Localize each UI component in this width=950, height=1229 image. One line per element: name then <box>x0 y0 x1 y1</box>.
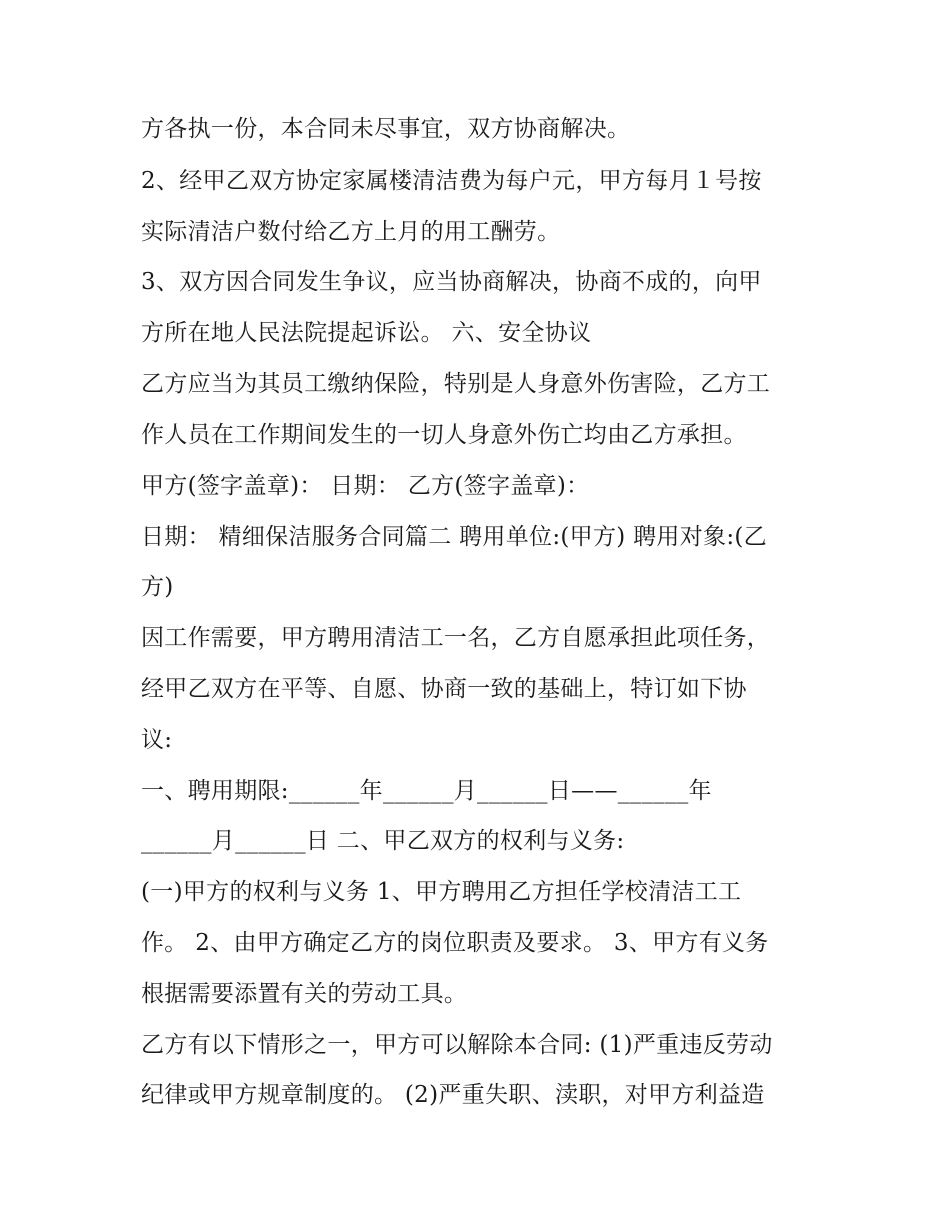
text-line: 乙方有以下情形之一，甲方可以解除本合同: (1)严重违反劳动 <box>141 1032 773 1058</box>
text-line: 方所在地人民法院提起诉讼。 六、安全协议 <box>141 320 592 346</box>
text-line: ______月______日 二、甲乙双方的权利与义务: <box>141 828 625 854</box>
text-line: 一、聘用期限:______年______月______日——______年 <box>141 778 712 804</box>
text-line: (一)甲方的权利与义务 1、甲方聘用乙方担任学校清洁工工 <box>141 879 742 905</box>
text-line: 实际清洁户数付给乙方上月的用工酬劳。 <box>141 219 561 245</box>
text-line: 作。 2、由甲方确定乙方的岗位职责及要求。 3、甲方有义务 <box>141 930 769 956</box>
text-line: 2、经甲乙双方协定家属楼清洁费为每户元，甲方每月１号按 <box>141 168 762 194</box>
text-line: 日期： 精细保洁服务合同篇二 聘用单位:(甲方) 聘用对象:(乙 <box>141 524 767 550</box>
text-line: 3、双方因合同发生争议，应当协商解决，协商不成的，向甲 <box>141 269 762 295</box>
text-line: 经甲乙双方在平等、自愿、协商一致的基础上，特订如下协 <box>141 676 747 702</box>
text-line: 方各执一份，本合同未尽事宜，双方协商解决。 <box>141 116 631 142</box>
text-line: 作人员在工作期间发生的一切人身意外伤亡均由乙方承担。 <box>141 422 747 448</box>
text-line: 方) <box>141 574 174 600</box>
text-line: 因工作需要，甲方聘用清洁工一名，乙方自愿承担此项任务， <box>141 625 771 651</box>
text-line: 议: <box>141 727 173 753</box>
text-line: 甲方(签字盖章)： 日期： 乙方(签字盖章)： <box>141 473 590 499</box>
text-line: 根据需要添置有关的劳动工具。 <box>141 981 468 1007</box>
text-line: 纪律或甲方规章制度的。 (2)严重失职、渎职，对甲方利益造 <box>141 1082 765 1108</box>
text-line: 乙方应当为其员工缴纳保险，特别是人身意外伤害险，乙方工 <box>141 371 771 397</box>
